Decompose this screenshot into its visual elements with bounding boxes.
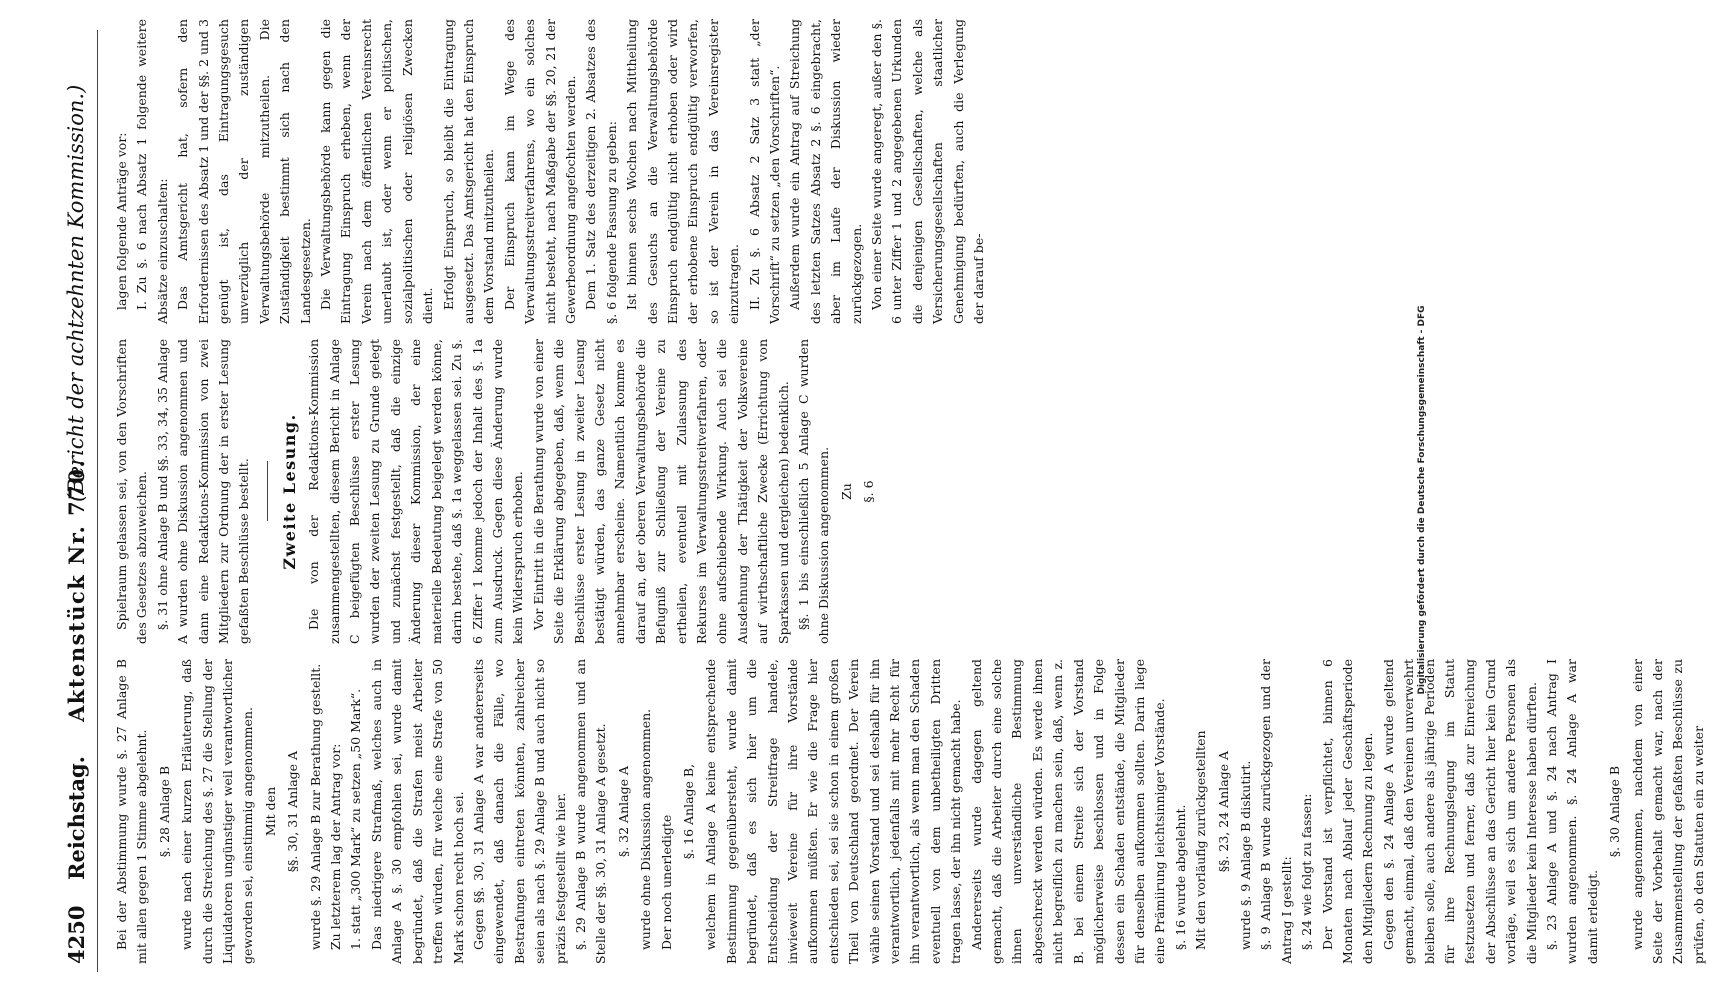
paragraph: §. 29 Anlage B wurde angenommen und an Stelle der §§. 30, 31 Anlage A gesetzt. bbox=[572, 659, 609, 964]
paragraph: Dem 1. Satz des derzeitigen 2. Absatzes des §. 6 folgende Fassung zu geben: bbox=[583, 19, 619, 324]
header-report-title: (Bericht der achtzehnten Kommission.) bbox=[64, 84, 88, 502]
paragraph: Das Amtsgericht hat, sofern den Erfordernissen des Absatz 1 und der §§. 2 und 3 genügt ist, das Eintragungsgesuch unverzüglich der zuständigen Verwaltungsbehörde mitzutheilen. Die Zuständigkeit bestimmt sich nach den Landesgesetzen. bbox=[175, 19, 313, 324]
paragraph: §. 16 wurde abgelehnt. bbox=[1172, 804, 1188, 950]
paragraph: I. Zu §. 6 nach Absatz 1 folgende weitere Absätze einzuschalten: bbox=[134, 19, 170, 324]
section-divider bbox=[267, 462, 268, 522]
paragraph: Außerdem wurde ein Antrag auf Streichung des letzten Satzes Absatz 2 §. 6 eingebracht, aber im Laufe der Diskussion wieder zurückgezogen. bbox=[787, 19, 864, 324]
page-header bbox=[58, 30, 98, 972]
paragraph-heading: §. 6 bbox=[861, 480, 877, 503]
paragraph: welchem in Anlage A keine entsprechende Bestimmung gegenübersteht, wurde damit begründet, daß es sich hier um die Entscheidung der Streitfrage handele, inwieweit Vereine für ihre Vorstände aufkommen müßten. Er wie die Frage hier entschieden sei, sei sie schon in einem großen Theil von Deutschland geordnet. Der Verein wähle seinen Vorstand und sei deshalb für ihn verantwortlich, jedenfalls mit mehr Recht für ihn verantwortlich, als wenn man den Schaden eventuell von dem unbetheiligten Dritten tragen lasse, der ihn nicht gemacht habe. bbox=[703, 659, 964, 964]
header-reichstag: Reichstag. bbox=[64, 756, 89, 880]
paragraph: Der Vorstand ist verpflichtet, binnen 6 Monaten nach Ablauf jeder Geschäftsperiode den Mitgliedern Rechnung zu legen. bbox=[1319, 659, 1376, 964]
digitization-credit-strip bbox=[1412, 0, 1432, 1000]
paragraph: wurde §. 29 Anlage B zur Berathung gestellt. bbox=[307, 663, 323, 950]
text-column-1 bbox=[112, 659, 1706, 964]
paragraph: Ist binnen sechs Wochen nach Mittheilung des Gesuchs an die Verwaltungsbehörde Einspruch endgültig nicht erhoben oder wird der erhobene Einspruch endgültig verworfen, so ist der Verein in das Vereinsregister einzutragen. bbox=[624, 19, 742, 324]
paragraph: II. Zu §. 6 Absatz 2 Satz 3 statt „der Vorschrift“ zu setzen „den Vorschriften“. bbox=[746, 19, 782, 324]
text-column-3 bbox=[112, 19, 1402, 324]
paragraph: wurde nach einer kurzen Erläuterung, daß durch die Streichung des §. 27 die Stellung der Liquidatoren ungünstiger weil verantwortlicher geworden sei, einstimmig angenommen. bbox=[179, 659, 256, 964]
paragraph: §. 31 ohne Anlage B und §§. 33, 34, 35 Anlage A wurden ohne Diskussion angenommen und dann eine Redaktions-Kommission von zwei Mitgliedern zur Ordnung der in erster Lesung gefaßten Beschlüsse bestellt. bbox=[154, 339, 252, 644]
paragraph: Mit den vorläufig zurückgestellten bbox=[1193, 730, 1209, 950]
digitization-credit: Digitalisierung gefördert durch die Deutsche Forschungsgemeinschaft - DFG bbox=[1417, 305, 1427, 695]
paragraph: Bei der Abstimmung wurde §. 27 Anlage B mit allen gegen 1 Stimme abgelehnt. bbox=[114, 659, 150, 964]
paragraph-heading: §. 30 Anlage B bbox=[1607, 765, 1623, 858]
paragraph: Spielraum gelassen sei, von den Vorschriften des Gesetzes abzuweichen. bbox=[114, 339, 150, 644]
paragraph: Der Einspruch kann im Wege des Verwaltungsstreitverfahrens, wo ein solches nicht besteht, nach Maßgabe der §§. 20, 21 der Gewerbeordnung angefochten werden. bbox=[501, 19, 578, 324]
page-number: 4250 bbox=[64, 905, 89, 964]
paragraph-heading: §§. 23, 24 Anlage A bbox=[1215, 750, 1231, 873]
header-rule bbox=[97, 30, 98, 972]
paragraph: §. 9 Anlage B wurde zurückgezogen und der Antrag I gestellt: bbox=[1258, 659, 1294, 964]
paragraph-heading: §. 32 Anlage A bbox=[615, 766, 631, 858]
paragraph-heading: §. 28 Anlage B bbox=[156, 765, 172, 858]
paragraph: §§. 1 bis einschließlich 5 Anlage C wurden ohne Diskussion angenommen. bbox=[796, 339, 832, 644]
paragraph: wurde angenommen, nachdem von einer Seite der Vorbehalt gemacht war, nach der Zusammenstellung der gefaßten Beschlüsse zu prüfen, ob den Statuten ein zu weiter bbox=[1629, 659, 1706, 964]
text-column-2 bbox=[112, 339, 1402, 644]
paragraph-heading: Zu bbox=[838, 483, 854, 500]
paragraph: §. 23 Anlage A und §. 24 nach Antrag I wurden angenommen. §. 24 Anlage A war damit erledigt. bbox=[1544, 659, 1600, 964]
paragraph: Die Verwaltungsbehörde kann gegen die Eintragung Einspruch erheben, wenn der Verein nach dem öffentlichen Vereinsrecht unerlaubt ist, oder wenn er politischen, sozialpolitischen oder religiösen Zwecken dient. bbox=[318, 19, 436, 324]
paragraph: 1. statt „300 Mark“ zu setzen „50 Mark“. bbox=[348, 688, 364, 950]
section-heading: Zweite Lesung. bbox=[279, 413, 299, 570]
paragraph: Gegen den §. 24 Anlage A wurde geltend gemacht, einmal, daß den Vereinen unverwehrt bleiben solle, auch andere als jährige Perioden für ihre Rechnungslegung im Statut festzusetzen und ferner, daß zur Einreichung der Abschlüsse an das Gericht hier kein Grund vorläge, weil es sich um andere Personen als die Mitglieder kein Interesse haben dürften. bbox=[1380, 659, 1539, 964]
paragraph: Andererseits wurde dagegen geltend gemacht, daß die Arbeiter durch eine solche ihnen unverständliche Bestimmung abgeschreckt werden würden. Es werde ihnen nicht begreiflich zu machen sein, daß, wenn z. B. bei einem Streite sich der Vorstand möglicherweise beschlossen und in Folge dessen ein Schaden entstände, die Mitglieder für denselben aufkommen sollten. Darin liege eine Prämiirung leichtsinniger Vorstände. bbox=[968, 659, 1168, 964]
paragraph: Das niedrigere Strafmaß, welches auch in Anlage A §. 30 empfohlen sei, wurde damit begründet, daß die Strafen meist Arbeiter treffen würden, für welche eine Strafe von 50 Mark schon recht hoch sei. bbox=[368, 659, 466, 964]
paragraph: Vor Eintritt in die Berathung wurde von einer Seite die Erklärung abgegeben, daß, wenn die Beschlüsse erster Lesung in zweiter Lesung bestätigt würden, das ganze Gesetz nicht annehmbar erscheine. Namentlich komme es darauf an, der oberen Verwaltungsbehörde die Befugniß zur Schließung der Vereine zu ertheilen, eventuell mit Zulassung des Rekurses im Verwaltungsstreitverfahren, oder ohne aufschiebende Wirkung. Auch sei die Ausdehnung der Thätigkeit der Volksvereine auf wirthschaftliche Zwecke (Errichtung von Sparkassen und dergleichen) bedenklich. bbox=[530, 339, 791, 644]
paragraph: Erfolgt Einspruch, so bleibt die Eintragung ausgesetzt. Das Amtsgericht hat den Einspruch dem Vorstand mitzutheilen. bbox=[440, 19, 497, 324]
paragraph: §. 24 wie folgt zu fassen: bbox=[1299, 793, 1315, 950]
paragraph: Der noch unerledigte bbox=[658, 814, 674, 950]
paragraph: Die von der Redaktions-Kommission zusammengestellten, diesem Bericht in Anlage C beigefügten Beschlüsse erster Lesung wurden der zweiten Lesung zu Grunde gelegt und zunächst festgestellt, daß die einzige Änderung dieser Kommission, der eine materielle Bedeutung beigelegt werden könne, darin bestehe, daß §. 1a weggelassen sei. Zu §. 6 Ziffer 1 komme jedoch der Inhalt des §. 1a zum Ausdruck. Gegen diese Änderung wurde kein Widerspruch erhoben. bbox=[306, 339, 526, 644]
paragraph: Zu letzterem lag der Antrag vor: bbox=[328, 743, 344, 950]
paragraph: lagen folgende Anträge vor: bbox=[114, 132, 129, 310]
paragraph: Von einer Seite wurde angeregt, außer den §. 6 unter Ziffer 1 und 2 angegebenen Urkunden die denjenigen Gesellschaften, welche als Versicherungsgesellschaften staatlicher Genehmigung bedürften, auch die Verlegung der darauf be- bbox=[869, 19, 987, 324]
paragraph: wurde §. 9 Anlage B diskutirt. bbox=[1237, 760, 1253, 950]
paragraph-heading: Mit den bbox=[262, 786, 278, 837]
paragraph-heading: §§. 30, 31 Anlage A bbox=[285, 750, 301, 873]
paragraph: wurde ohne Diskussion angenommen. bbox=[638, 708, 654, 950]
header-aktenstueck: Aktenstück Nr. 770. bbox=[64, 458, 89, 722]
paragraph-heading: §. 16 Anlage B, bbox=[680, 763, 696, 860]
paragraph: Gegen §§. 30, 31 Anlage A war andererseits eingewendet, daß danach die Fälle, wo Bestrafungen eintreten könnten, zahlreicher seien als nach §. 29 Anlage B und auch nicht so präzis festgestellt wie hier. bbox=[470, 659, 568, 964]
